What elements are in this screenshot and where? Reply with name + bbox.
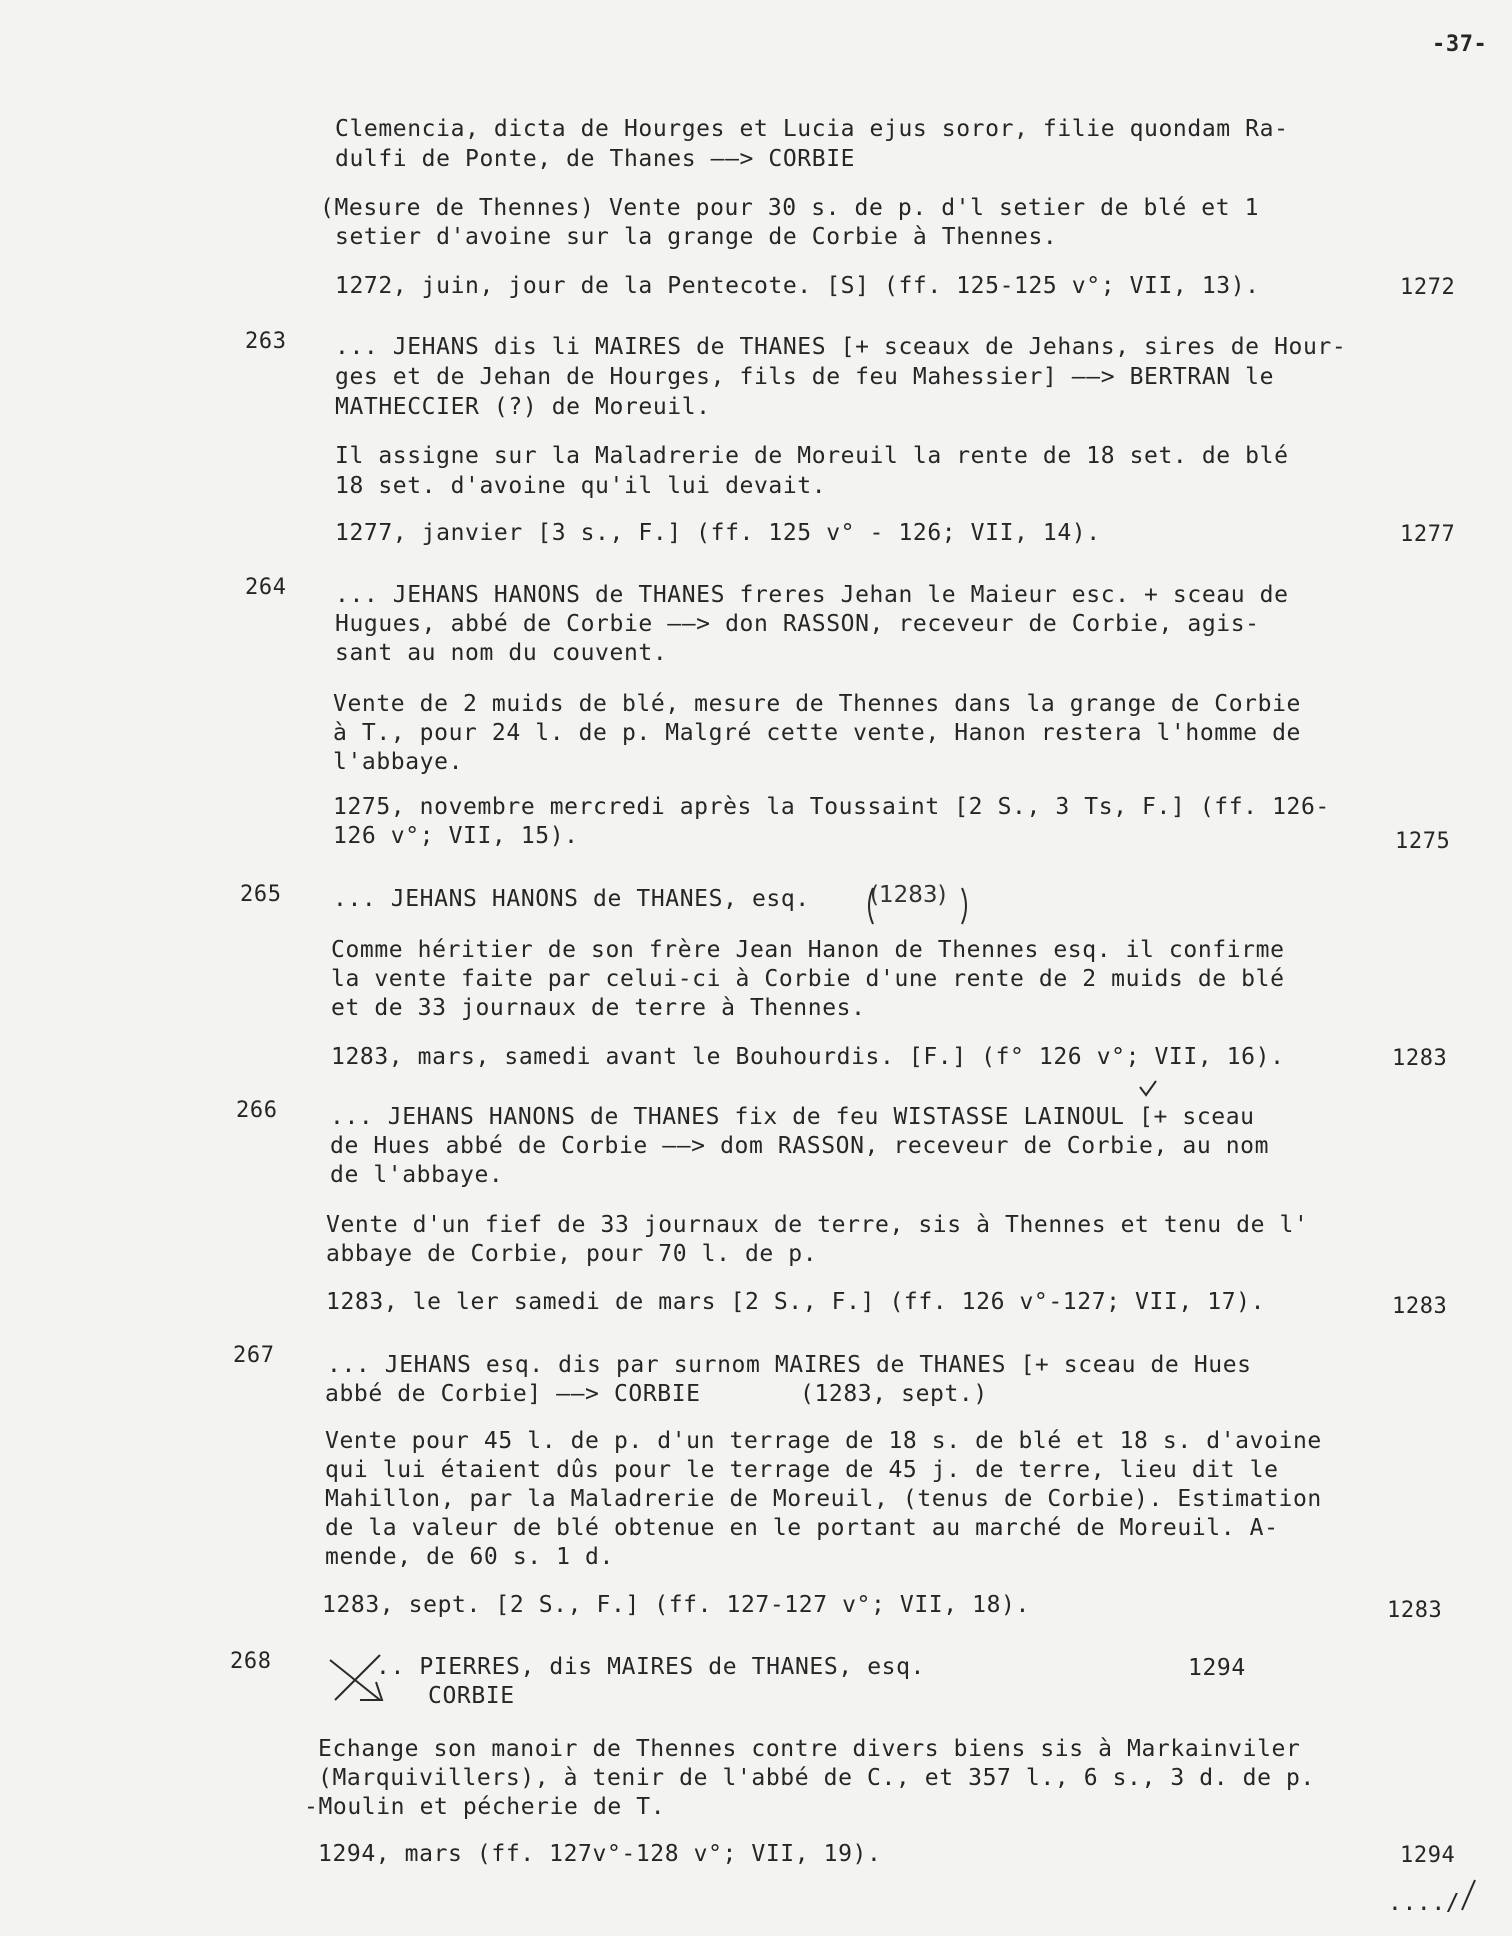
- entry-number-263: 263: [245, 329, 287, 354]
- entry-267-parties-line-1: ... JEHANS esq. dis par surnom MAIRES de THANES [+ sceau de Hues: [327, 1352, 1252, 1378]
- entry-number-265: 265: [240, 882, 282, 907]
- continuation-date-reference: 1272, juin, jour de la Pentecote. [S] (ff. 125-125 v°; VII, 13).: [335, 273, 1260, 299]
- entry-267-date-reference: 1283, sept. [2 S., F.] (ff. 127-127 v°; VII, 18).: [322, 1592, 1030, 1618]
- entry-264-date-reference-line-1: 1275, novembre mercredi après la Toussaint [2 S., 3 Ts, F.] (ff. 126-: [333, 794, 1330, 820]
- entry-263-parties-line-2: ges et de Jehan de Hourges, fils de feu Mahessier] ——> BERTRAN le: [335, 364, 1275, 390]
- entry-267-year-margin: 1283: [1387, 1598, 1443, 1623]
- bracket-left-mark: [869, 888, 873, 924]
- entry-263-parties-line-1: ... JEHANS dis li MAIRES de THANES [+ sceaux de Jehans, sires de Hour-: [335, 334, 1347, 360]
- entry-264-summary-line-2: à T., pour 24 l. de p. Malgré cette vente, Hanon restera l'homme de: [333, 720, 1301, 746]
- entry-264-summary-line-3: l'abbaye.: [333, 749, 464, 775]
- entry-267-summary-line-4: de la valeur de blé obtenue en le portant au marché de Moreuil. A-: [325, 1515, 1279, 1541]
- entry-268-year-margin: 1294: [1400, 1843, 1456, 1868]
- page-number: -37-: [1432, 32, 1488, 57]
- entry-268-summary-line-2: (Marquivillers), à tenir de l'abbé de C., et 357 l., 6 s., 3 d. de p.: [318, 1765, 1315, 1791]
- continuation-parties-line-2: dulfi de Ponte, de Thanes ——> CORBIE: [335, 146, 856, 172]
- entry-265-year-margin: 1283: [1392, 1046, 1448, 1071]
- entry-266-summary-line-2: abbaye de Corbie, pour 70 l. de p.: [326, 1241, 818, 1267]
- continuation-summary-line-1: (Mesure de Thennes) Vente pour 30 s. de p. d'l setier de blé et 1: [320, 195, 1260, 221]
- entry-267-parties-line-2: abbé de Corbie] ——> CORBIE: [325, 1381, 701, 1407]
- entry-268-date-reference: 1294, mars (ff. 127v°-128 v°; VII, 19).: [318, 1841, 882, 1867]
- entry-264-parties-line-2: Hugues, abbé de Corbie ——> don RASSON, receveur de Corbie, agis-: [335, 611, 1260, 637]
- entry-264-parties-line-3: sant au nom du couvent.: [335, 640, 668, 666]
- entry-264-year-margin: 1275: [1395, 829, 1451, 854]
- entry-265-summary-line-1: Comme héritier de son frère Jean Hanon de Thennes esq. il confirme: [331, 937, 1285, 963]
- entry-268-summary-line-3: -Moulin et pécherie de T.: [304, 1794, 666, 1820]
- entry-267-summary-line-3: Mahillon, par la Maladrerie de Moreuil, (tenus de Corbie). Estimation: [325, 1486, 1322, 1512]
- cross-stroke-icon-2: [335, 1655, 380, 1700]
- entry-263-date-reference: 1277, janvier [3 s., F.] (ff. 125 v° - 126; VII, 14).: [335, 520, 1101, 546]
- arrow-head-icon: [360, 1682, 382, 1700]
- entry-265-summary-line-2: la vente faite par celui-ci à Corbie d'une rente de 2 muids de blé: [331, 966, 1285, 992]
- slash-mark: [1462, 1880, 1475, 1910]
- entry-263-summary-line-2: 18 set. d'avoine qu'il lui devait.: [335, 473, 827, 499]
- entry-263-parties-line-3: MATHECCIER (?) de Moreuil.: [335, 394, 711, 420]
- entry-268-parties-line-2: CORBIE: [428, 1683, 515, 1709]
- entry-number-267: 267: [233, 1343, 275, 1368]
- entry-265-date-reference: 1283, mars, samedi avant le Bouhourdis. [F.] (f° 126 v°; VII, 16).: [331, 1044, 1285, 1070]
- entry-268-parties-line-1: .. PIERRES, dis MAIRES de THANES, esq.: [376, 1654, 925, 1680]
- entry-265-parties-line-1: ... JEHANS HANONS de THANES, esq.: [333, 886, 810, 912]
- entry-264-parties-line-1: ... JEHANS HANONS de THANES freres Jehan le Maieur esc. + sceau de: [335, 582, 1289, 608]
- entry-266-parties-line-1: ... JEHANS HANONS de THANES fix de feu WISTASSE LAINOUL [+ sceau: [330, 1104, 1255, 1130]
- entry-267-date-note: (1283, sept.): [800, 1381, 988, 1407]
- entry-265-summary-line-3: et de 33 journaux de terre à Thennes.: [331, 995, 866, 1021]
- continuation-summary-line-2: setier d'avoine sur la grange de Corbie à Thennes.: [335, 224, 1058, 250]
- entry-267-summary-line-2: qui lui étaient dûs pour le terrage de 45 j. de terre, lieu dit le: [325, 1457, 1279, 1483]
- entry-number-268: 268: [230, 1649, 272, 1674]
- entry-266-date-reference: 1283, le ler samedi de mars [2 S., F.] (ff. 126 v°-127; VII, 17).: [326, 1289, 1266, 1315]
- entry-266-parties-line-3: de l'abbaye.: [330, 1162, 504, 1188]
- entry-264-summary-line-1: Vente de 2 muids de blé, mesure de Thennes dans la grange de Corbie: [333, 691, 1301, 717]
- entry-number-266: 266: [236, 1098, 278, 1123]
- continuation-year-margin: 1272: [1400, 275, 1456, 300]
- entry-266-parties-line-2: de Hues abbé de Corbie ——> dom RASSON, receveur de Corbie, au nom: [330, 1133, 1270, 1159]
- entry-265-handwritten-year: (1283): [870, 882, 947, 908]
- check-icon: [1140, 1081, 1156, 1095]
- entry-266-summary-line-1: Vente d'un fief de 33 journaux de terre, sis à Thennes et tenu de l': [326, 1212, 1309, 1238]
- entry-263-year-margin: 1277: [1400, 522, 1456, 547]
- continuation-mark: ..../: [1388, 1890, 1461, 1916]
- entry-266-year-margin: 1283: [1392, 1294, 1448, 1319]
- entry-263-summary-line-1: Il assigne sur la Maladrerie de Moreuil la rente de 18 set. de blé: [335, 443, 1289, 469]
- bracket-right-mark: [962, 888, 966, 924]
- entry-267-summary-line-1: Vente pour 45 l. de p. d'un terrage de 18 s. de blé et 18 s. d'avoine: [325, 1428, 1322, 1454]
- entry-264-date-reference-line-2: 126 v°; VII, 15).: [333, 823, 579, 849]
- continuation-parties-line-1: Clemencia, dicta de Hourges et Lucia ejus soror, filie quondam Ra-: [335, 116, 1289, 142]
- entry-267-summary-line-5: mende, de 60 s. 1 d.: [325, 1544, 614, 1570]
- entry-268-summary-line-1: Echange son manoir de Thennes contre divers biens sis à Markainviler: [318, 1736, 1301, 1762]
- entry-number-264: 264: [245, 575, 287, 600]
- entry-268-year-note: 1294: [1188, 1655, 1246, 1681]
